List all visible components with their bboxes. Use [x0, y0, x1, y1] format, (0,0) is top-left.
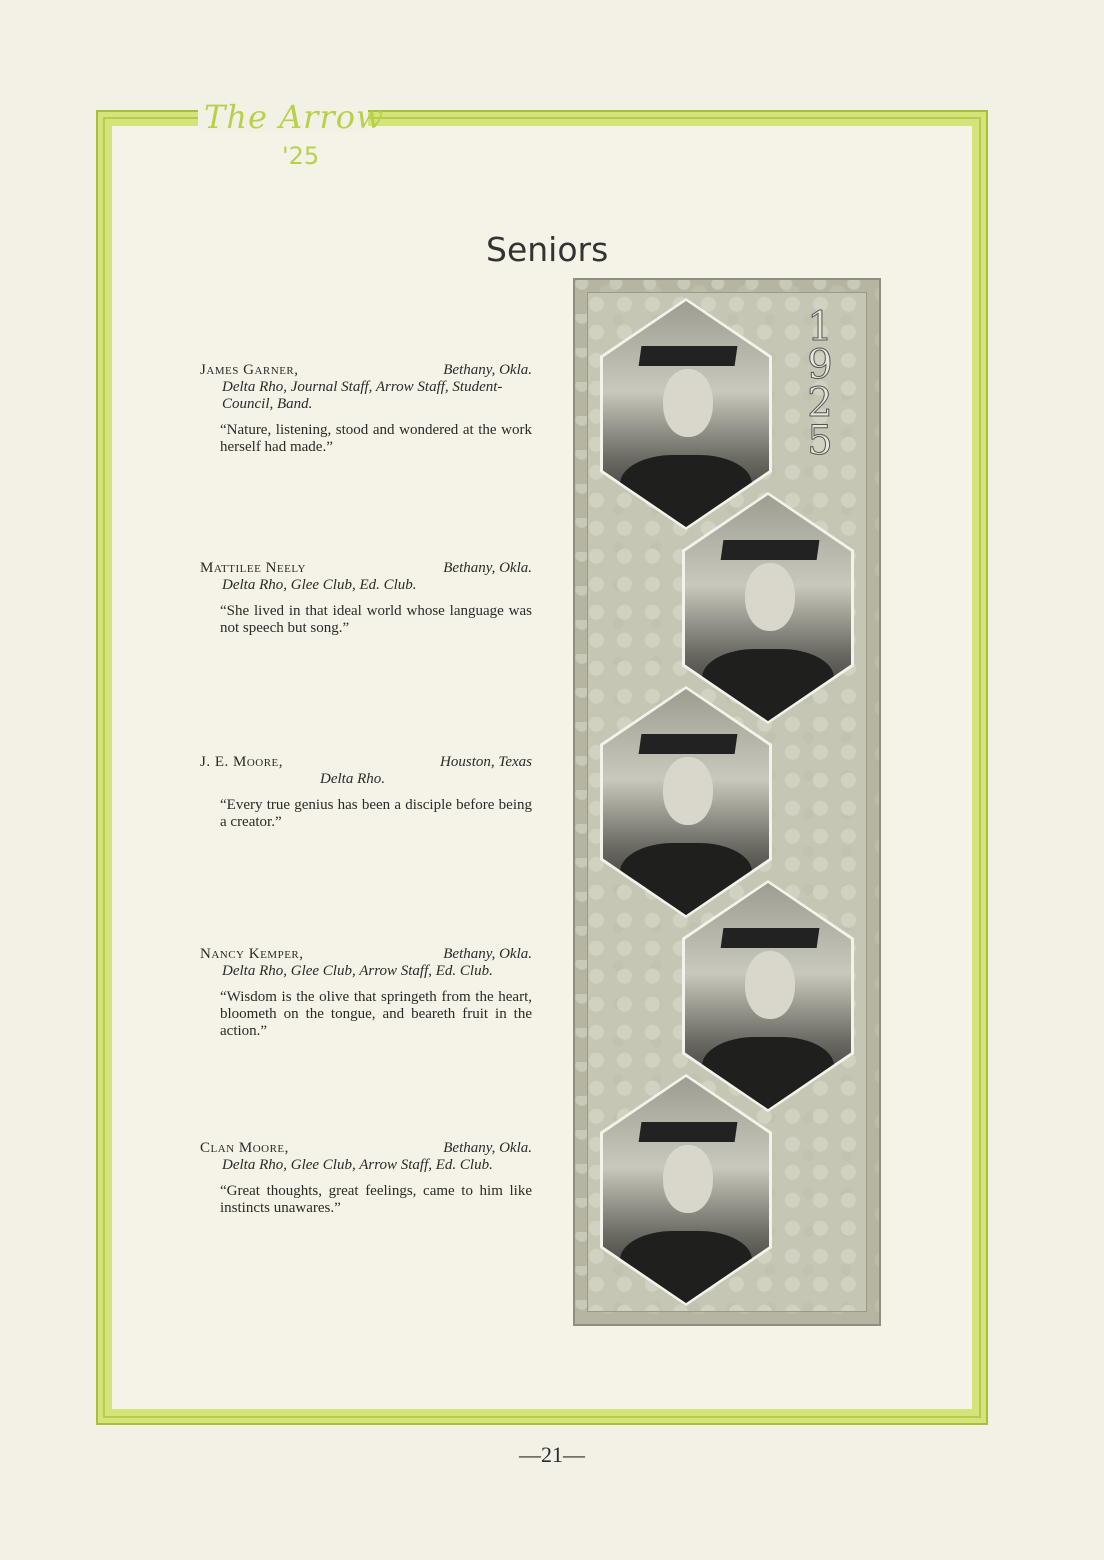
senior-name: J. E. Moore, — [200, 754, 284, 770]
senior-activities: Delta Rho. — [320, 771, 385, 787]
senior-activities: Delta Rho, Glee Club, Arrow Staff, Ed. Club. — [222, 1157, 493, 1173]
section-title: Seniors — [486, 230, 609, 270]
portrait-face — [663, 1145, 713, 1213]
senior-name: James Garner, — [200, 362, 299, 378]
senior-quote: “Wisdom is the olive that springeth from the heart, bloometh on the tongue, and beareth fruit in the action.” — [220, 989, 532, 1039]
senior-entry — [200, 946, 532, 1040]
senior-hometown: Bethany, Okla. — [443, 946, 532, 962]
portrait-face — [663, 757, 713, 825]
portrait-face — [663, 369, 713, 437]
senior-name: Clan Moore, — [200, 1140, 289, 1156]
senior-entry — [200, 560, 532, 637]
senior-hometown: Bethany, Okla. — [443, 1140, 532, 1156]
yearbook-title: The Arrow — [204, 98, 385, 136]
senior-quote: “Nature, listening, stood and wondered at the work herself had made.” — [220, 422, 532, 455]
mortarboard-cap — [720, 928, 819, 948]
year-digit: 1 — [807, 304, 833, 350]
senior-name: Nancy Kemper, — [200, 946, 304, 962]
mortarboard-cap — [638, 1122, 737, 1142]
year-digit: 9 — [807, 342, 833, 388]
senior-entry — [200, 1140, 532, 1217]
senior-hometown: Bethany, Okla. — [443, 560, 532, 576]
senior-activities: Delta Rho, Glee Club, Arrow Staff, Ed. Club. — [222, 963, 493, 979]
senior-entry — [200, 754, 532, 831]
year-digit: 2 — [807, 380, 833, 426]
senior-entry — [200, 362, 532, 456]
panel-year — [798, 304, 842, 464]
senior-hometown: Houston, Texas — [440, 754, 532, 770]
senior-quote: “She lived in that ideal world whose language was not speech but song.” — [220, 603, 532, 636]
senior-activities: Delta Rho, Glee Club, Ed. Club. — [222, 577, 417, 593]
yearbook-year: '25 — [282, 142, 320, 170]
senior-hometown: Bethany, Okla. — [443, 362, 532, 378]
senior-activities: Delta Rho, Journal Staff, Arrow Staff, Student-Council, Band. — [222, 379, 503, 412]
portrait-face — [745, 951, 795, 1019]
mortarboard-cap — [638, 346, 737, 366]
portrait-face — [745, 563, 795, 631]
year-digit: 5 — [807, 418, 833, 464]
senior-quote: “Every true genius has been a disciple before being a creator.” — [220, 797, 532, 830]
senior-quote: “Great thoughts, great feelings, came to him like instincts unawares.” — [220, 1183, 532, 1216]
mortarboard-cap — [720, 540, 819, 560]
page-number: —21— — [519, 1442, 585, 1467]
mortarboard-cap — [638, 734, 737, 754]
senior-name: Mattilee Neely — [200, 560, 306, 576]
